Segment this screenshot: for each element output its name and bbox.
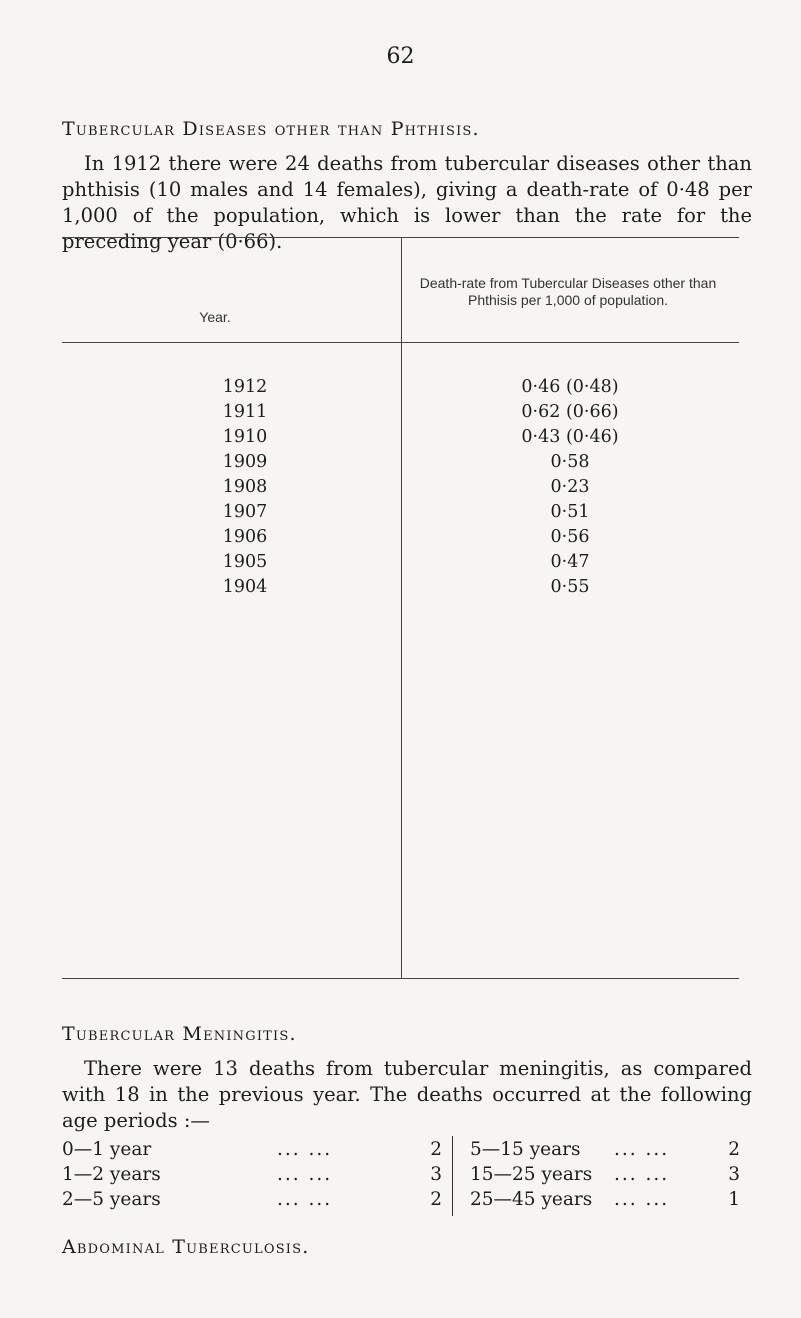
age-period-leader-dots: ... ...: [614, 1164, 670, 1185]
age-period-label: 1—2 years: [62, 1164, 161, 1185]
age-period-leader-dots: ... ...: [277, 1189, 333, 1210]
table-cell-year: 1906: [222, 527, 268, 547]
table-header-rule-left: [62, 342, 401, 343]
age-period-count: 3: [728, 1164, 740, 1185]
table-cell-rate: 0·56: [550, 527, 590, 547]
table-cell-rate: 0·47: [550, 552, 590, 572]
age-period-label: 5—15 years: [470, 1139, 581, 1160]
table-cell-year: 1904: [222, 577, 268, 597]
age-period-leader-dots: ... ...: [277, 1164, 333, 1185]
section-heading-other-than-phthisis: Tubercular Diseases other than Phthisis.: [62, 118, 480, 140]
table-cell-rate: 0·58: [550, 452, 590, 472]
age-period-count: 1: [728, 1189, 740, 1210]
table-cell-year: 1907: [222, 502, 268, 522]
age-periods-divider: [452, 1136, 453, 1216]
age-period-count: 3: [430, 1164, 442, 1185]
table-header-rule-right: [401, 342, 739, 343]
age-period-label: 25—45 years: [470, 1189, 593, 1210]
table-cell-rate: 0·23: [550, 477, 590, 497]
age-period-label: 0—1 year: [62, 1139, 152, 1160]
age-period-label: 15—25 years: [470, 1164, 593, 1185]
table-cell-year: 1910: [222, 427, 268, 447]
section-text-meningitis: There were 13 deaths from tubercular meningitis, as compared with 18 in the previous year. The deaths occurred at the following age periods :—: [62, 1057, 752, 1132]
table-cell-rate: 0·46 (0·48): [521, 377, 619, 397]
page-number: 62: [386, 44, 415, 69]
age-period-leader-dots: ... ...: [614, 1189, 670, 1210]
age-period-count: 2: [430, 1139, 442, 1160]
section-heading-meningitis: Tubercular Meningitis.: [62, 1023, 297, 1045]
table-header-rate: Death-rate from Tubercular Diseases other than Phthisis per 1,000 of population.: [419, 275, 717, 308]
table-cell-rate: 0·43 (0·46): [521, 427, 619, 447]
section-heading-abdominal: Abdominal Tuberculosis.: [62, 1236, 310, 1258]
table-cell-year: 1909: [222, 452, 268, 472]
table-cell-year: 1911: [222, 402, 268, 422]
age-period-label: 2—5 years: [62, 1189, 161, 1210]
table-cell-year: 1912: [222, 377, 268, 397]
age-period-count: 2: [728, 1139, 740, 1160]
table-cell-rate: 0·62 (0·66): [521, 402, 619, 422]
table-cell-rate: 0·55: [550, 577, 590, 597]
table-cell-rate: 0·51: [550, 502, 590, 522]
age-period-leader-dots: ... ...: [614, 1139, 670, 1160]
table-cell-year: 1908: [222, 477, 268, 497]
age-period-count: 2: [430, 1189, 442, 1210]
table-header-year: Year.: [199, 309, 231, 325]
table-cell-year: 1905: [222, 552, 268, 572]
age-period-leader-dots: ... ...: [277, 1139, 333, 1160]
table-column-divider: [401, 237, 402, 979]
section-text-other-than-phthisis: In 1912 there were 24 deaths from tubercular diseases other than phthisis (10 males and 14 females), giving a death-rate of 0·48 per 1,000 of the population, which is lower than the rate for the preceding year (0·66).: [62, 152, 752, 253]
table-bottom-rule: [62, 978, 739, 979]
